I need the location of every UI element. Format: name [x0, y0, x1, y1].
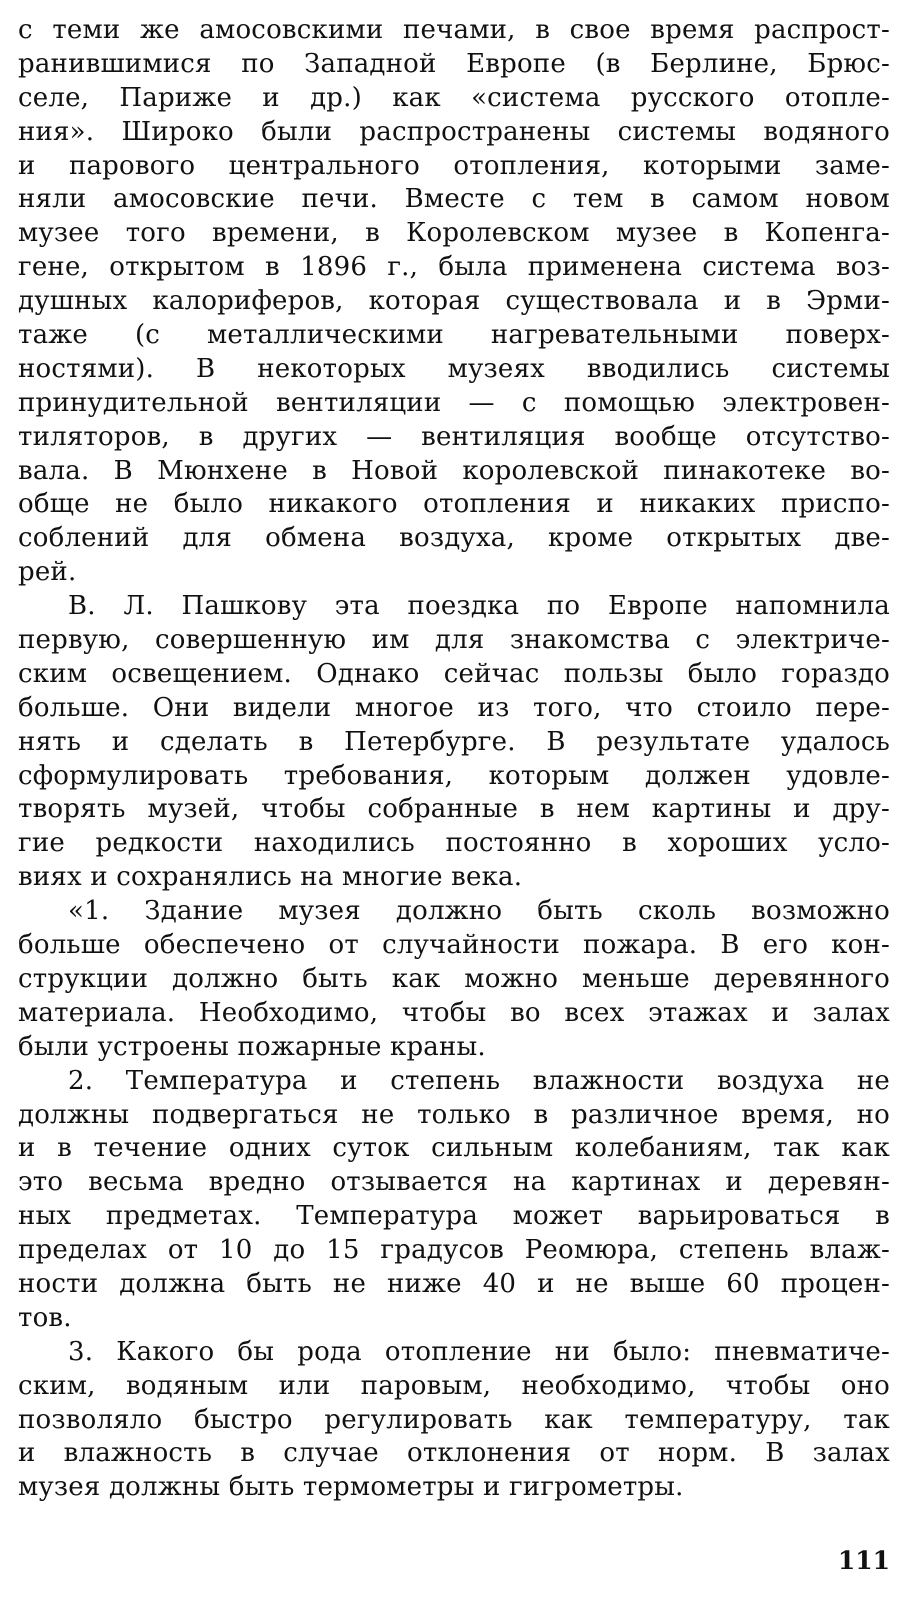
text-line: ским, водяным или паровым, необходимо, чтобы оно [18, 1370, 890, 1401]
paragraph [18, 14, 890, 590]
text-line: рей. [18, 557, 77, 588]
paragraph [18, 895, 890, 1064]
text-line: вала. В Мюнхене в Новой королевской пинакотеке во- [18, 455, 890, 486]
text-line: тиляторов, в других — вентиляция вообще отсутство- [18, 421, 890, 452]
text-line: ности должна быть не ниже 40 и не выше 60 процен- [18, 1268, 890, 1299]
page-number: 111 [837, 1546, 890, 1576]
text-line: сформулировать требования, которым должен удовле- [18, 760, 890, 791]
text-line: душных калориферов, которая существовала и в Эрми- [18, 286, 890, 317]
text-line: материала. Необходимо, чтобы во всех этажах и залах [18, 997, 890, 1028]
text-line: ским освещением. Однако сейчас пользы было гораздо [18, 658, 890, 689]
book-page [18, 14, 890, 1586]
text-line: принудительной вентиляции — с помощью электровен- [18, 387, 890, 418]
text-line: и влажность в случае отклонения от норм. В залах [18, 1438, 890, 1469]
text-line: и парового центрального отопления, которыми заме- [18, 150, 890, 181]
text-line: и в течение одних суток сильным колебаниям, так как [18, 1133, 890, 1164]
text-line: творять музей, чтобы собранные в нем картины и дру- [18, 794, 890, 825]
text-line: тов. [18, 1302, 72, 1333]
text-line: селе, Париже и др.) как «система русского отопле- [18, 82, 890, 113]
text-line: ностями). В некоторых музеях вводились системы [18, 353, 890, 384]
text-line: музее того времени, в Королевском музее в Копенга- [18, 218, 890, 249]
paragraph [18, 590, 890, 895]
text-line: должны подвергаться не только в различное время, но [18, 1099, 890, 1130]
text-line: 3. Какого бы рода отопление ни было: пневматиче- [68, 1336, 890, 1367]
text-line: гие редкости находились постоянно в хороших усло- [18, 828, 890, 859]
text-line: нять и сделать в Петербурге. В результате удалось [18, 726, 890, 757]
text-line: «1. Здание музея должно быть сколь возможно [68, 896, 890, 927]
text-line: пределах от 10 до 15 градусов Реомюра, степень влаж- [18, 1235, 890, 1266]
text-line: ранившимися по Западной Европе (в Берлине, Брюс- [18, 48, 890, 79]
text-line: больше обеспечено от случайности пожара. В его кон- [18, 930, 890, 961]
text-line: таже (с металлическими нагревательными поверх- [18, 320, 890, 351]
text-line: позволяло быстро регулировать как температуру, так [18, 1404, 890, 1435]
text-line: обще не было никакого отопления и никаких приспо- [18, 489, 890, 520]
paragraph [18, 1336, 890, 1505]
text-line: виях и сохранялись на многие века. [18, 862, 523, 893]
text-line: соблений для обмена воздуха, кроме открытых две- [18, 523, 890, 554]
text-line: 2. Температура и степень влажности воздуха не [68, 1065, 890, 1096]
text-line: больше. Они видели многое из того, что стоило пере- [18, 692, 890, 723]
text-line: музея должны быть термометры и гигрометры. [18, 1472, 684, 1503]
text-line: первую, совершенную им для знакомства с электриче- [18, 625, 890, 656]
text-line: ных предметах. Температура может варьироваться в [18, 1201, 890, 1232]
text-line: ния». Широко были распространены системы водяного [18, 116, 890, 147]
body-text [18, 14, 890, 1505]
text-line: были устроены пожарные краны. [18, 1031, 486, 1062]
text-line: В. Л. Пашкову эта поездка по Европе напомнила [68, 591, 890, 622]
text-line: с теми же амосовскими печами, в свое время распрост- [18, 15, 890, 45]
text-line: няли амосовские печи. Вместе с тем в самом новом [18, 184, 890, 215]
text-line: струкции должно быть как можно меньше деревянного [18, 963, 890, 994]
paragraph [18, 1065, 890, 1336]
text-line: это весьма вредно отзывается на картинах и деревян- [18, 1167, 890, 1198]
text-line: гене, открытом в 1896 г., была применена система воз- [18, 252, 890, 283]
